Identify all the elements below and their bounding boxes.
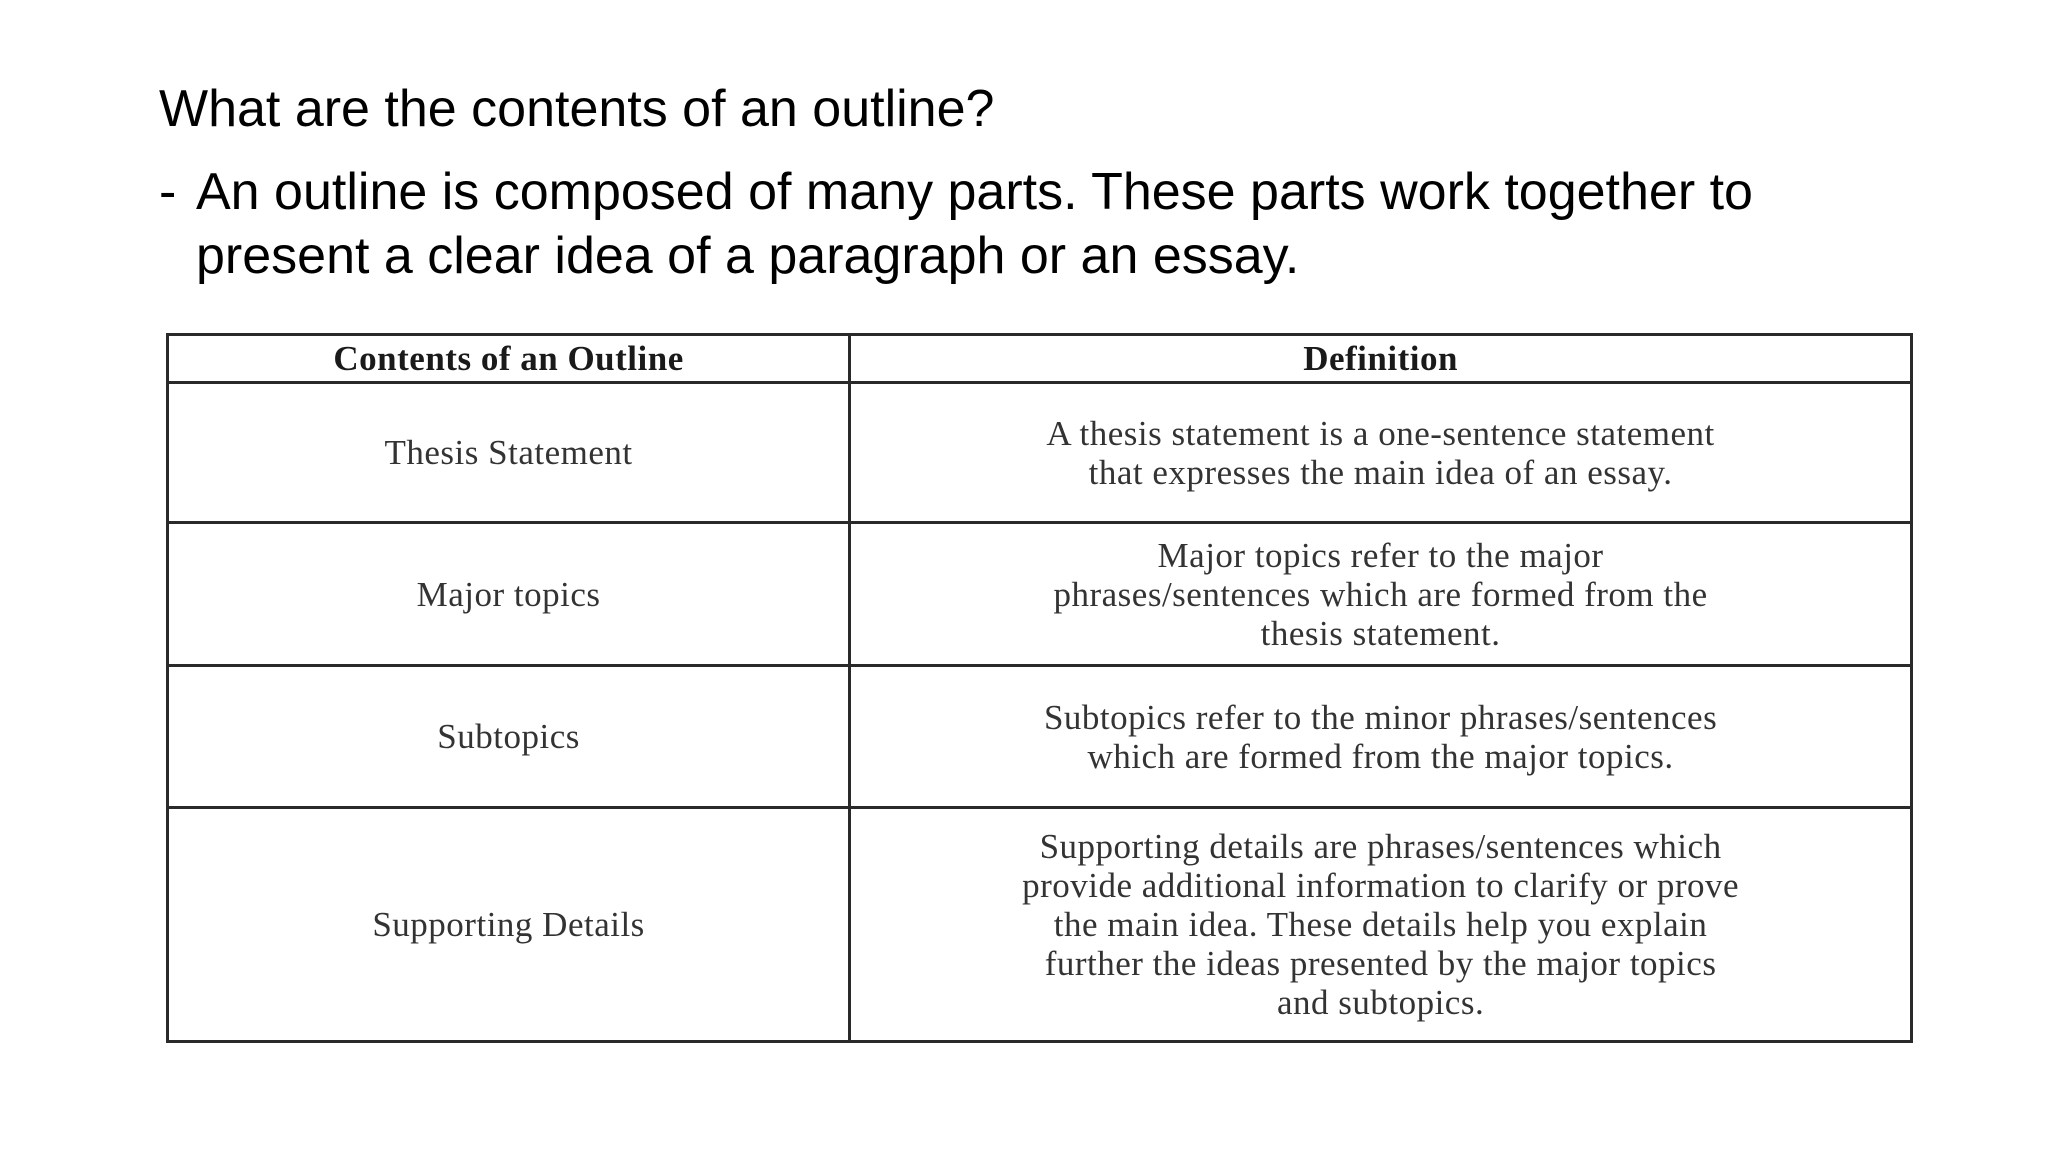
definition-line: Supporting details are phrases/sentences which — [1039, 827, 1722, 866]
table-row — [168, 383, 1912, 523]
definition-line: which are formed from the major topics. — [1087, 736, 1674, 776]
header-definition: Definition — [850, 335, 1912, 383]
table-row — [168, 666, 1912, 808]
definition-cell — [850, 383, 1912, 523]
definition-line: the main idea. These details help you explain — [1053, 905, 1708, 944]
definition-line: that expresses the main idea of an essay. — [1088, 452, 1673, 492]
header-contents-of-outline: Contents of an Outline — [168, 335, 850, 383]
definition-line: thesis statement. — [1260, 613, 1501, 653]
definition-line: Subtopics refer to the minor phrases/sentences — [1043, 697, 1718, 737]
bullet-marker: - — [159, 163, 177, 221]
term-cell: Supporting Details — [168, 808, 850, 1042]
slide-title: What are the contents of an outline? — [159, 80, 995, 138]
bullet-point — [159, 160, 1949, 288]
definition-line: A thesis statement is a one-sentence statement — [1046, 413, 1715, 453]
table-header-row — [168, 335, 1912, 383]
definition-line: further the ideas presented by the major topics — [1044, 944, 1717, 983]
definition-cell — [850, 523, 1912, 666]
bullet-line: present a clear idea of a paragraph or an essay. — [196, 227, 1300, 285]
table-row — [168, 808, 1912, 1042]
bullet-text — [196, 160, 1896, 288]
term-cell: Subtopics — [168, 666, 850, 808]
definition-line: and subtopics. — [1276, 983, 1485, 1022]
outline-contents-table — [166, 333, 1913, 1043]
definition-cell — [850, 666, 1912, 808]
table-row — [168, 523, 1912, 666]
bullet-line: An outline is composed of many parts. These parts work together to — [196, 163, 1753, 221]
term-cell: Thesis Statement — [168, 383, 850, 523]
definition-line: provide additional information to clarify or prove — [1022, 866, 1740, 905]
definition-cell — [850, 808, 1912, 1042]
definition-line: phrases/sentences which are formed from the — [1053, 574, 1708, 614]
term-cell: Major topics — [168, 523, 850, 666]
definition-line: Major topics refer to the major — [1157, 535, 1604, 575]
